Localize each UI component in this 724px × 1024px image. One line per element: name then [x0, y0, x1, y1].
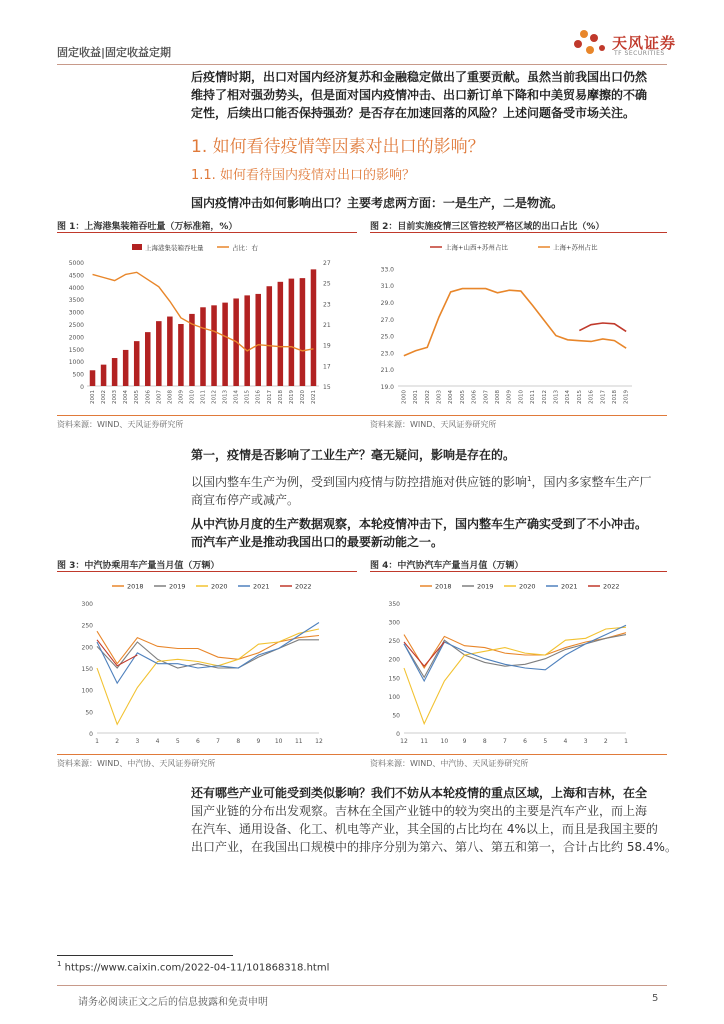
fig1-yleft-tick: 1500 [68, 346, 84, 354]
fig3-x-tick: 4 [155, 738, 160, 745]
fig3-title-rule [57, 571, 357, 572]
fig1-x-tick: 2017 [266, 390, 273, 404]
fig4-x-tick: 8 [482, 738, 487, 745]
other-industries-paragraph: 还有哪些产业可能受到类似影响？我们不妨从本轮疫情的重点区域，上海和吉林，在全 国产业链的分布出发观察。吉林在全国产业链中的较为突出的主要是汽车产业，而上海 在汽车、通用设备、化工、机电等产业，其全国的占比均在 4%以上，而且是我国主要的 出口产业，在我国出口规模中的排序分别为第六、第八、第五和第一，合计占比约 58.4%。 [191, 786, 677, 854]
footer-disclaimer: 请务必阅读正文之后的信息披露和免责申明 [78, 997, 268, 1008]
fig4-x-tick: 9 [462, 738, 467, 745]
fig1-bar [200, 307, 206, 386]
fig3-legend-label: 2019 [169, 582, 186, 591]
fig1-yright-tick: 15 [323, 384, 331, 391]
fig1-bar [145, 332, 151, 386]
fig4-x-tick: 11 [420, 738, 429, 745]
fig2-legend-label: 上海+苏州占比 [553, 243, 598, 252]
fig1-bar [90, 370, 96, 386]
fig2-x-tick: 2002 [424, 390, 431, 404]
fig3-x-tick: 12 [315, 738, 323, 745]
fig1-bar [300, 278, 306, 386]
fig1-x-tick: 2007 [156, 390, 163, 404]
fig2-x-tick: 2005 [459, 390, 466, 404]
fig2-x-tick: 2010 [518, 390, 525, 404]
report-category: 固定收益|固定收益定期 [57, 46, 172, 59]
fig3-legend-label: 2021 [253, 582, 270, 591]
figure-row-divider [57, 415, 667, 416]
fig2-chart [370, 236, 667, 406]
fig1-bar [156, 321, 162, 386]
fig2-x-tick: 2001 [413, 390, 420, 404]
fig1-x-tick: 2008 [167, 390, 174, 404]
fig2-x-tick: 2004 [448, 390, 455, 404]
fig3-x-tick: 2 [115, 738, 120, 745]
fig4-y-tick: 100 [388, 693, 400, 701]
fig2-y-tick: 21.0 [380, 367, 394, 375]
fig1-bar [222, 303, 228, 386]
fig3-x-tick: 3 [135, 738, 140, 745]
fig3-y-tick: 300 [81, 601, 93, 608]
fig1-bar [178, 324, 184, 386]
fig1-x-tick: 2015 [244, 390, 251, 404]
fig2-x-tick: 2017 [600, 390, 607, 404]
fig1-yright-tick: 27 [323, 260, 331, 267]
fig4-x-tick: 12 [400, 738, 408, 745]
fig3-y-tick: 200 [81, 644, 93, 652]
fig1-yleft-tick: 0 [80, 384, 84, 391]
fig3-legend-label: 2020 [211, 582, 228, 591]
fig2-x-tick: 2014 [565, 390, 572, 404]
fig2-series-上海+苏州占比 [404, 289, 626, 356]
fig1-legend-label-line: 占比：右 [232, 244, 258, 252]
fig1-x-tick: 2003 [112, 390, 119, 404]
fig1-x-tick: 2009 [178, 390, 185, 404]
fig1-x-tick: 2002 [101, 390, 108, 404]
fig1-yleft-tick: 1000 [68, 359, 84, 367]
fig1-yleft-tick: 4000 [68, 284, 84, 292]
fig2-x-tick: 2019 [623, 390, 630, 404]
fig4-legend-label: 2022 [603, 582, 620, 591]
fig2-x-tick: 2008 [494, 390, 501, 404]
fig2-x-tick: 2007 [483, 390, 490, 404]
fig2-x-tick: 2012 [541, 390, 548, 404]
fig4-y-tick: 0 [396, 731, 400, 738]
fig3-y-tick: 250 [81, 622, 93, 630]
fig4-x-tick: 3 [583, 738, 588, 745]
fig1-x-tick: 2013 [222, 390, 229, 404]
fig2-x-tick: 2000 [401, 390, 408, 404]
fig1-legend-swatch-bar [132, 244, 142, 250]
fig1-bar [134, 341, 140, 386]
fig1-title: 图 1：上海港集装箱吞吐量（万标准箱，%） [57, 222, 238, 232]
fig4-title-rule [370, 571, 667, 572]
fig2-x-tick: 2011 [530, 390, 537, 404]
fig4-x-tick: 2 [603, 738, 608, 745]
fig1-bar [211, 305, 217, 386]
fig1-x-tick: 2014 [233, 390, 240, 404]
page-number: 5 [652, 993, 659, 1004]
fig4-x-tick: 5 [543, 738, 548, 745]
fig1-source: 资料来源：WIND、天风证券研究所 [57, 420, 184, 429]
fig4-y-tick: 150 [388, 675, 400, 683]
auto-paragraph-2: 从中汽协月度的生产数据观察，本轮疫情冲击下，国内整车生产确实受到了不小冲击。 而汽车产业是推动我国出口的最要新动能之一。 [191, 517, 648, 549]
fig4-y-tick: 50 [392, 712, 400, 720]
header-divider [57, 64, 667, 65]
fig2-source: 资料来源：WIND、天风证券研究所 [370, 420, 497, 429]
fig1-legend-label-bar: 上海港集装箱吞吐量 [145, 244, 204, 252]
fig1-x-tick: 2001 [90, 390, 97, 404]
fig1-yleft-tick: 3000 [68, 309, 84, 317]
fig1-x-tick: 2010 [189, 390, 196, 404]
auto-paragraph: 以国内整车生产为例，受到国内疫情与防控措施对供应链的影响$^1$，国内多家整车生产厂 商宣布停产或减产。 [191, 475, 652, 507]
fig2-title: 图 2：目前实施疫情三区管控较严格区域的出口占比（%） [370, 222, 605, 232]
fig1-bar [101, 365, 107, 386]
fig4-y-tick: 200 [388, 656, 400, 664]
section-1-1-title: 1.1. 如何看待国内疫情对出口的影响？ [191, 168, 415, 183]
fig1-bar [244, 295, 250, 386]
fig2-x-tick: 2006 [471, 390, 478, 404]
fig4-x-tick: 4 [563, 738, 568, 745]
fig3-legend-label: 2022 [295, 582, 312, 591]
fig2-y-tick: 23.0 [380, 350, 394, 358]
fig3-legend-label: 2018 [127, 582, 144, 591]
fig2-x-tick: 2018 [611, 390, 618, 404]
fig1-bar [311, 269, 317, 386]
fig1-yleft-tick: 4500 [68, 272, 84, 280]
fig3-chart [57, 575, 357, 750]
fig2-x-tick: 2016 [588, 390, 595, 404]
fig4-x-tick: 10 [440, 738, 449, 745]
fig1-yright-tick: 23 [323, 301, 331, 309]
footer-divider [57, 985, 667, 986]
fig1-yright-tick: 21 [323, 322, 331, 329]
fig4-x-tick: 6 [523, 738, 528, 745]
fig3-x-tick: 11 [294, 738, 303, 745]
fig2-y-tick: 29.0 [380, 300, 394, 307]
section-1-title: 1. 如何看待疫情等因素对出口的影响？ [191, 137, 485, 157]
fig2-x-tick: 2009 [506, 390, 513, 404]
footnote: $^1$ https://www.caixin.com/2022-04-11/101868318.html [57, 960, 330, 974]
fig2-title-rule [370, 232, 667, 233]
fig3-x-tick: 7 [216, 738, 221, 745]
fig4-x-tick: 1 [624, 738, 628, 745]
fig1-bar [167, 317, 173, 386]
footnote-link[interactable]: https://www.caixin.com/2022-04-11/101868318.html [64, 962, 330, 974]
intro-paragraph: 后疫情时期，出口对国内经济复苏和金融稳定做出了重要贡献。虽然当前我国出口仍然 维持了相对强劲势头，但是面对国内疫情冲击、出口新订单下降和中美贸易摩擦的不确 定性，后续出口能否保持强劲？是否存在加速回落的风险？上述问题备受市场关注。 [191, 70, 648, 120]
fig4-legend-label: 2021 [561, 582, 578, 591]
fig2-series-上海+山西+苏州占比 [579, 323, 626, 331]
question-intro: 国内疫情冲击如何影响出口？主要考虑两方面：一是生产，二是物流。 [191, 196, 564, 210]
fig1-bar [123, 350, 129, 386]
fig1-x-tick: 2021 [310, 390, 317, 404]
fig4-y-tick: 350 [388, 601, 400, 608]
fig2-x-tick: 2003 [436, 390, 443, 404]
fig2-y-tick: 25.0 [380, 333, 394, 341]
fig3-x-tick: 6 [195, 738, 200, 745]
fig2-y-tick: 31.0 [380, 283, 394, 291]
fig1-chart [57, 236, 357, 406]
fig4-legend-label: 2020 [519, 582, 536, 591]
fig3-x-tick: 8 [236, 738, 241, 745]
fig2-y-tick: 27.0 [380, 316, 394, 324]
fig1-yleft-tick: 500 [72, 371, 84, 379]
fig4-legend-label: 2018 [435, 582, 452, 591]
fig1-x-tick: 2020 [299, 390, 306, 404]
logo-name-cn: 天风证券 [612, 34, 677, 52]
fig1-bar [112, 358, 118, 386]
fig1-x-tick: 2004 [123, 390, 130, 404]
first-point: 第一，疫情是否影响了工业生产？毫无疑问，影响是存在的。 [191, 448, 516, 462]
fig3-x-tick: 5 [175, 738, 180, 745]
fig1-yleft-tick: 2500 [68, 322, 84, 329]
fig2-y-tick: 19.0 [380, 384, 394, 391]
fig4-chart [370, 575, 667, 750]
fig1-yleft-tick: 3500 [68, 297, 84, 305]
fig3-title: 图 3：中汽协乘用车产量当月值（万辆） [57, 561, 220, 571]
fig1-yleft-tick: 2000 [68, 334, 84, 342]
fig1-title-rule [57, 232, 357, 233]
fig1-yright-tick: 25 [323, 280, 331, 288]
fig1-bar [289, 279, 295, 386]
fig3-x-tick: 9 [256, 738, 261, 745]
figure-row-2-divider [57, 754, 667, 755]
fig4-source: 资料来源：WIND、中汽协、天风证券研究所 [370, 759, 529, 768]
fig3-source: 资料来源：WIND、中汽协、天风证券研究所 [57, 759, 216, 768]
fig4-legend-label: 2019 [477, 582, 494, 591]
fig2-y-tick: 33.0 [380, 266, 394, 274]
fig1-x-tick: 2018 [277, 390, 284, 404]
fig4-title: 图 4：中汽协汽车产量当月值（万辆） [370, 561, 524, 571]
fig3-y-tick: 0 [89, 731, 93, 738]
fig4-y-tick: 250 [388, 638, 400, 646]
fig4-y-tick: 300 [388, 619, 400, 627]
fig3-y-tick: 100 [81, 687, 93, 695]
fig3-x-tick: 1 [95, 738, 99, 745]
fig1-x-tick: 2012 [211, 390, 218, 404]
footnote-rule [57, 955, 233, 956]
fig1-x-tick: 2005 [134, 390, 141, 404]
fig2-x-tick: 2013 [553, 390, 560, 404]
fig1-x-tick: 2011 [200, 390, 207, 404]
fig1-yleft-tick: 5000 [68, 260, 84, 267]
fig3-x-tick: 10 [274, 738, 283, 745]
fig3-y-tick: 50 [85, 709, 93, 717]
fig1-bar [267, 286, 273, 386]
fig1-x-tick: 2016 [255, 390, 262, 404]
fig2-legend-label: 上海+山西+苏州占比 [445, 243, 508, 252]
fig1-bar [255, 294, 261, 386]
logo-name-en: TF SECURITIES [614, 50, 665, 57]
fig1-yright-tick: 19 [323, 342, 331, 350]
fig1-bar [278, 282, 284, 386]
fig1-x-tick: 2019 [288, 390, 295, 404]
fig1-yright-tick: 17 [323, 363, 331, 371]
fig1-x-tick: 2006 [145, 390, 152, 404]
fig4-x-tick: 7 [502, 738, 507, 745]
fig3-y-tick: 150 [81, 666, 93, 673]
fig2-x-tick: 2015 [576, 390, 583, 404]
